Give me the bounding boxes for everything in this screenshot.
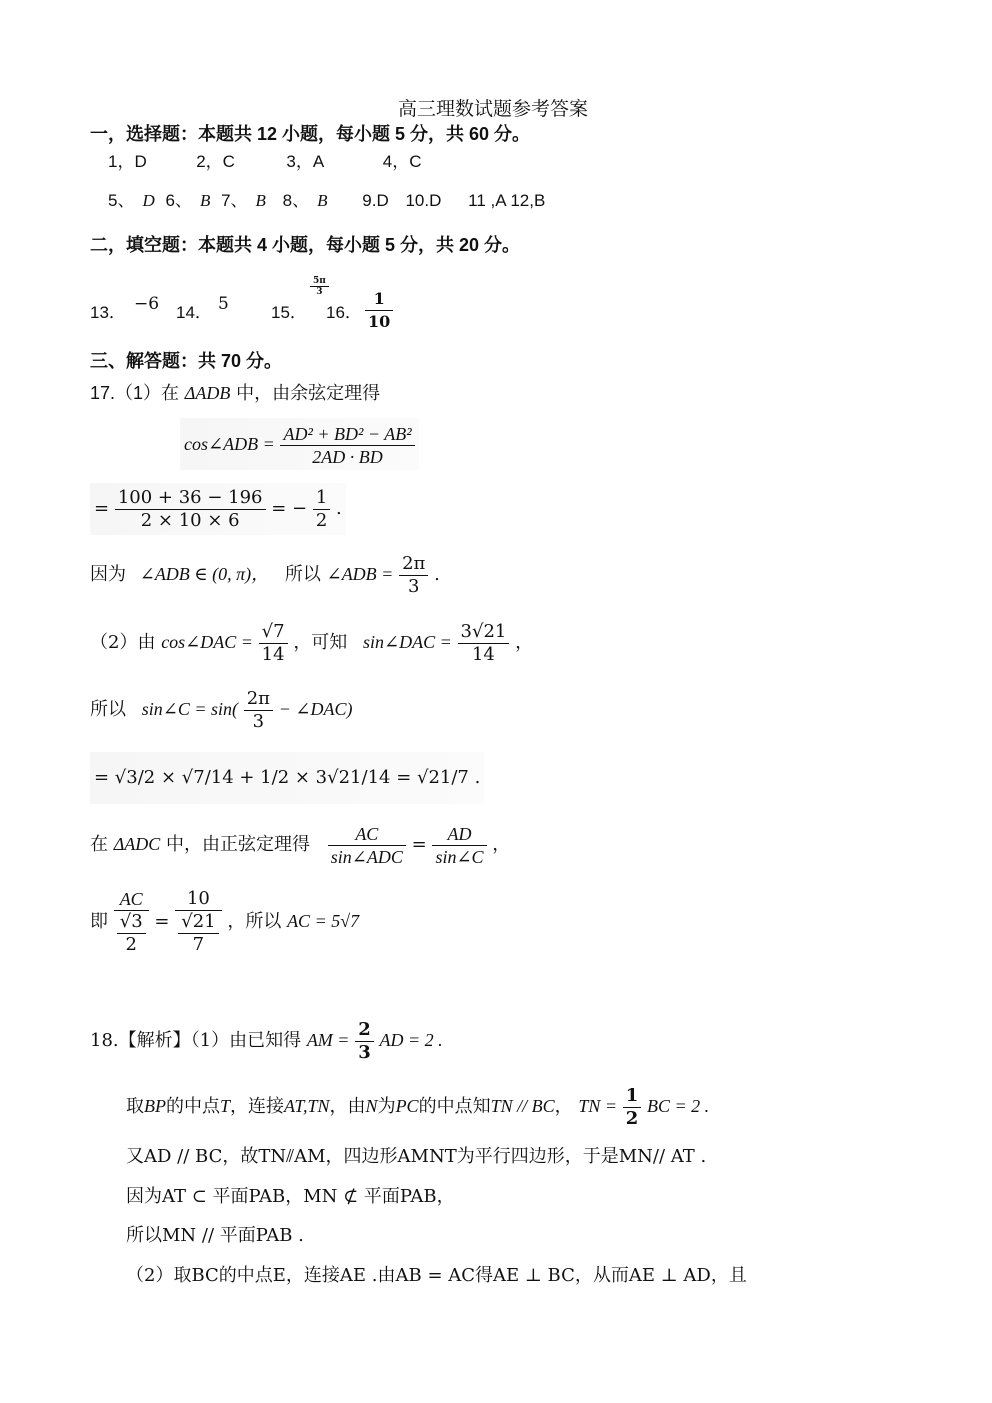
answer-6-label: 6、 [165, 191, 192, 210]
choice-row2 [108, 186, 545, 211]
law-of-sines-line: 在 ΔADC 中，由正弦定理得 $\frac{AC}{\text{sin∠ADC}}$ = $\frac{AD}{\sin\angle C}$ ， [90, 823, 511, 867]
answer-7: B [255, 191, 266, 210]
sin-c-expression: 所以 sin∠C = sin( $\frac{2\pi}{3}$ − ∠DAC) [90, 687, 353, 732]
page-title: 高三理数试题参考答案 [398, 98, 589, 120]
answer-5: D [142, 191, 155, 210]
fill-q13-label: 13． [90, 303, 126, 322]
fill-q14-label: 14． [176, 303, 212, 322]
fill-q16-answer: $\frac{1}{10}$ [365, 288, 393, 333]
q18-line5: 所以MN // 平面PAB . [126, 1225, 304, 1246]
answer-11-12: 11 ,A 12,B [468, 191, 546, 210]
q18-intro: 18.【解析】（1）由已知得 AM = $\frac{2}{3}$ AD = 2 . [90, 1018, 443, 1063]
fill-q14-answer: 5 [218, 294, 229, 314]
q18-line4: 因为AT ⊂ 平面PAB，MN ⊄ 平面PAB， [126, 1186, 455, 1207]
ac-result-line: 即 $\frac{AC}{\frac{√3}{2}}$ = $\frac{10}{\frac{√21}{7}}$ ，所以 AC = 5√7 [90, 888, 360, 955]
fill-q15-answer: $\frac{5\pi}{3}$ [310, 276, 329, 297]
q18-line3: 又AD // BC，故TN⫽AM，四边形AMNT为平行四边形，于是MN// AT . [126, 1146, 707, 1167]
section2-heading: 二，填空题：本题共 4 小题，每小题 5 分，共 20 分。 [90, 235, 521, 255]
choice-row1 [108, 147, 421, 172]
fill-q15-label: 15． [271, 303, 307, 322]
cosine-law-formula: cos∠ADB = $\frac{\text{AD² + BD² − AB²}}{2AD \cdot BD}$ [180, 418, 419, 470]
answer-3: 3，A [286, 152, 324, 171]
cosine-calculation: = $\frac{100 + 36 - 196}{2 \times 10 \times 6}$ = − $\frac{1}{2}$ . [90, 483, 346, 535]
answer-10: 10.D [405, 191, 442, 210]
answer-5-label: 5、 [108, 191, 135, 210]
answer-4: 4，C [382, 152, 422, 171]
sin-c-calculation: = √3/2 × √7/14 + 1/2 × 3√21/14 = √21/7 . [90, 752, 484, 804]
q17-part1-intro: 17.（1）在 ΔADB 中，由余弦定理得 [90, 383, 381, 404]
q18-line2: 取BP的中点T，连接AT,TN，由N为PC的中点知TN // BC， TN = $\frac{1}{2}$ BC = 2 . [126, 1084, 710, 1129]
section1-heading: 一，选择题：本题共 12 小题，每小题 5 分，共 60 分。 [90, 124, 531, 144]
answer-1: 1，D [108, 152, 147, 171]
answer-7-label: 7、 [221, 191, 248, 210]
answer-2: 2，C [196, 152, 235, 171]
answer-6: B [199, 191, 211, 210]
q17-part2-line: （2）由 cos∠DAC = $\frac{√7}{14}$ ，可知 sin∠DAC = $\frac{3√21}{14}$ ， [90, 620, 534, 665]
answer-8-label: 8、 [282, 191, 310, 210]
q18-line6: （2）取BC的中点E，连接AE .由AB = AC得AE ⊥ BC，从而AE ⊥ AD，且 [126, 1265, 747, 1286]
angle-adb-result: 因为 ∠ADB ∈ (0, π)， 所以 ∠ADB = $\frac{2\pi}{3}$ . [90, 552, 440, 597]
fill-q13-answer: −6 [134, 294, 160, 314]
answer-9: 9.D [362, 191, 389, 210]
answer-8: B [317, 191, 328, 210]
fill-q16-label: 16． [326, 303, 362, 322]
section3-heading: 三、解答题：共 70 分。 [90, 351, 283, 371]
